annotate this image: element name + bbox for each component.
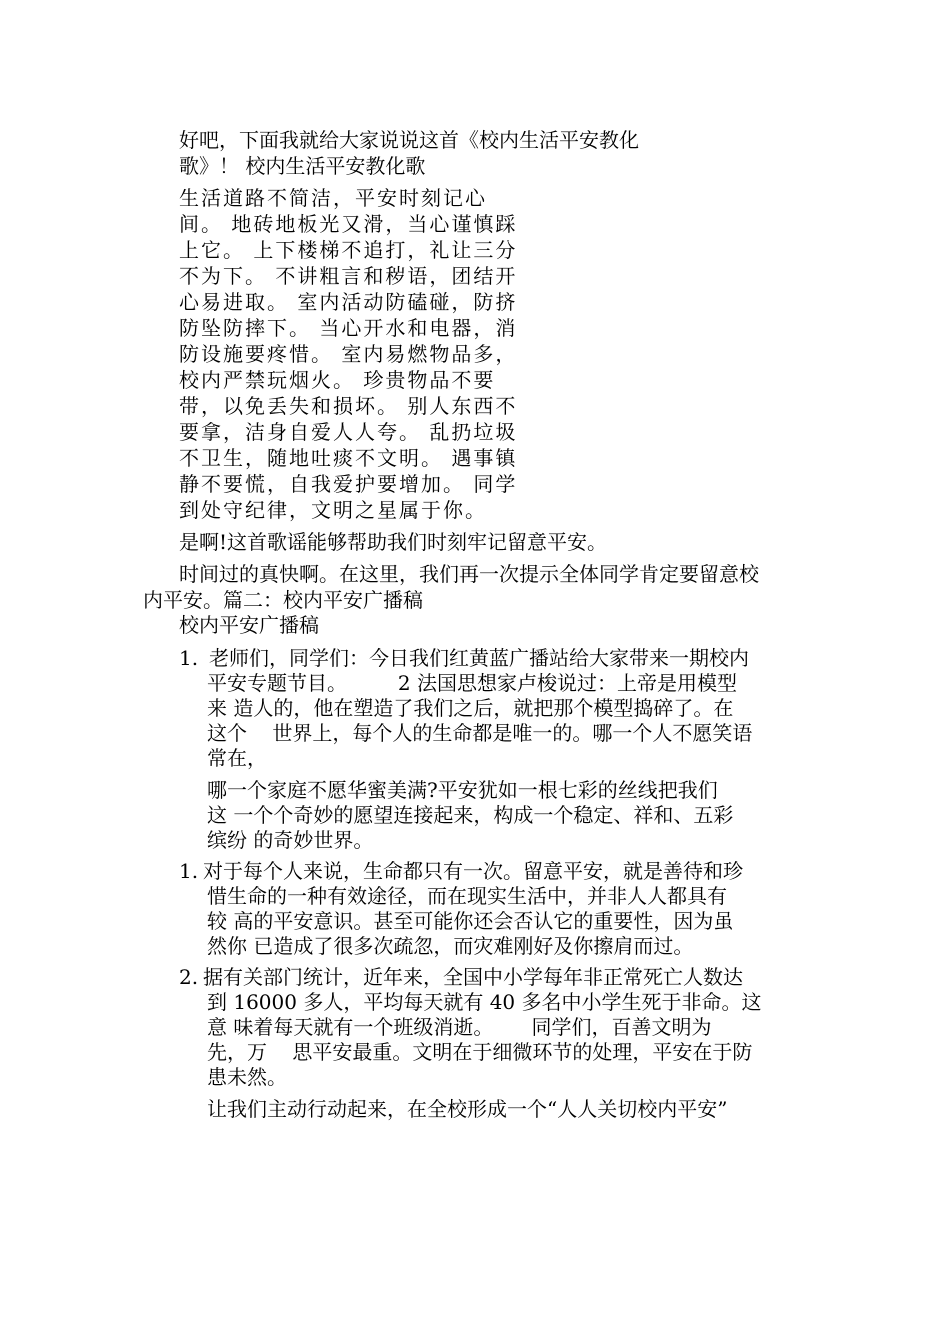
remark: 是啊!这首歌谣能够帮助我们时刻牢记留意平安。: [179, 530, 608, 554]
song-line: 心易进取。 室内活动防磕碰，防挤: [179, 290, 518, 314]
song-line: 到处守纪律，文明之星属于你。: [179, 498, 487, 522]
list-item-line: 平安专题节目。 2 法国思想家卢梭说过：上帝是用模型: [207, 671, 737, 695]
list-item-line: 患未然。: [207, 1065, 287, 1089]
list-item-line: 这 一个个奇妙的愿望连接起来，构成一个稳定、祥和、五彩: [207, 803, 734, 827]
list-item-line: 较 高的平安意识。甚至可能你还会否认它的重要性，因为虽: [207, 909, 734, 933]
song-line: 静不要慌，自我爱护要增加。 同学: [179, 472, 518, 496]
list-number: 1.: [179, 859, 199, 883]
song-line: 校内严禁玩烟火。 珍贵物品不要: [179, 368, 496, 392]
list-item-line: 缤纷 的奇妙世界。: [207, 828, 374, 852]
list-item-line: 惜生命的一种有效途径，而在现实生活中，并非人人都具有: [207, 884, 727, 908]
list-item-line: 来 造人的，他在塑造了我们之后，就把那个模型捣碎了。在: [207, 696, 734, 720]
song-line: 防坠防摔下。 当心开水和电器，消: [179, 316, 518, 340]
list-item-line: 对于每个人来说，生命都只有一次。留意平安，就是善待和珍: [203, 859, 743, 883]
subtitle: 校内平安广播稿: [179, 613, 319, 637]
list-number: 2.: [179, 965, 199, 989]
list-item-line: 这个 世界上，每个人的生命都是唯一的。哪一个人不愿笑语: [207, 721, 753, 745]
song-line: 带，以免丢失和损坏。 别人东西不: [179, 394, 518, 418]
list-item-line: 到 16000 多人，平均每天就有 40 多名中小学生死于非命。这: [207, 990, 762, 1014]
list-item-line: 据有关部门统计，近年来，全国中小学每年非正常死亡人数达: [203, 965, 743, 989]
song-line: 生活道路不简洁，平安时刻记心: [179, 186, 487, 210]
list-item-line: 哪一个家庭不愿华蜜美满?平安犹如一根七彩的丝线把我们: [207, 778, 718, 802]
intro-line: 好吧，下面我就给大家说说这首《校内生活平安教化: [179, 128, 639, 152]
list-item-line: 意 味着每天就有一个班级消逝。 同学们，百善文明为: [207, 1015, 712, 1039]
song-line: 上它。 上下楼梯不追打，礼让三分: [179, 238, 518, 262]
intro-line: 歌》！ 校内生活平安教化歌: [179, 154, 426, 178]
list-item-line: 让我们主动行动起来，在全校形成一个“人人关切校内平安”: [207, 1097, 728, 1121]
list-item-line: 先，万 思平安最重。文明在于细微环节的处理，平安在于防: [207, 1040, 753, 1064]
song-line: 防设施要疼惜。 室内易燃物品多，: [179, 342, 518, 366]
song-line: 不卫生，随地吐痰不文明。 遇事镇: [179, 446, 518, 470]
list-item-line: 老师们，同学们：今日我们红黄蓝广播站给大家带来一期校内: [209, 646, 749, 670]
song-line: 间。 地砖地板光又滑，当心谨慎踩: [179, 212, 518, 236]
song-line: 不为下。 不讲粗言和秽语，团结开: [179, 264, 518, 288]
list-item-line: 然你 已造成了很多次疏忽，而灾难刚好及你擦肩而过。: [207, 934, 694, 958]
reminder-line: 时间过的真快啊。在这里，我们再一次提示全体同学肯定要留意校: [179, 562, 759, 586]
list-item-line: 常在，: [207, 746, 267, 770]
list-number: 1.: [179, 646, 199, 670]
song-line: 要拿，洁身自爱人人夸。 乱扔垃圾: [179, 420, 518, 444]
reminder-line: 内平安。篇二：校内平安广播稿: [143, 588, 423, 612]
